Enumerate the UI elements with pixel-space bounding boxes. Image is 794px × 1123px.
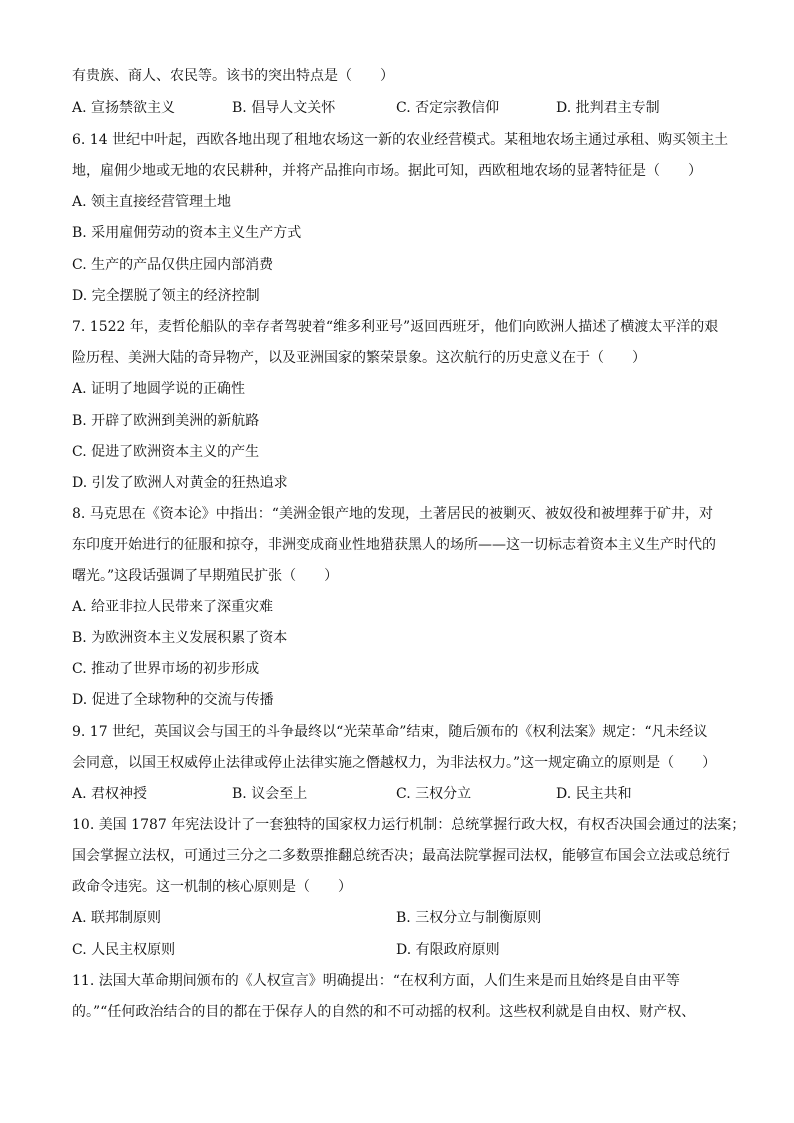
q8-option-a: A. 给亚非拉人民带来了深重灾难 xyxy=(72,599,274,615)
q9-stem-line1: 9. 17 世纪，英国议会与国王的斗争最终以“光荣革命”结束，随后颁布的《权利法案》规定：“凡未经议 xyxy=(72,724,708,740)
q7-stem-line2: 险历程、美洲大陆的奇异物产，以及亚洲国家的繁荣景象。这次航行的历史意义在于（ ） xyxy=(72,350,646,366)
q6-option-a: A. 领主直接经营管理土地 xyxy=(72,194,232,210)
q8-stem-line3: 曙光。”这段话强调了早期殖民扩张（ ） xyxy=(72,568,339,584)
q7-option-c: C. 促进了欧洲资本主义的产生 xyxy=(72,444,260,460)
q8-stem-line1: 8. 马克思在《资本论》中指出：“美洲金银产地的发现，土著居民的被剿灭、被奴役和被埋葬于矿井，对 xyxy=(72,506,713,522)
q6-option-c: C. 生产的产品仅供庄园内部消费 xyxy=(72,257,274,273)
q8-option-c: C. 推动了世界市场的初步形成 xyxy=(72,661,260,677)
q6-option-b: B. 采用雇佣劳动的资本主义生产方式 xyxy=(72,225,302,241)
q7-stem-line1: 7. 1522 年，麦哲伦船队的幸存者驾驶着“维多利亚号”返回西班牙，他们向欧洲人描述了横渡太平洋的艰 xyxy=(72,319,719,335)
q9-stem-line2: 会同意，以国王权威停止法律或停止法律实施之僭越权力，为非法权力。”这一规定确立的原则是（ ） xyxy=(72,755,717,771)
q7-option-a: A. 证明了地圆学说的正确性 xyxy=(72,381,246,397)
q10-stem-line1: 10. 美国 1787 年宪法设计了一套独特的国家权力运行机制：总统掌握行政大权，有权否决国会通过的法案； xyxy=(72,817,746,833)
q11-stem-line2: 的。”“任何政治结合的目的都在于保存人的自然的和不可动摇的权利。这些权利就是自由权、财产权、 xyxy=(72,1004,696,1020)
q6-stem-line2: 地，雇佣少地或无地的农民耕种，并将产品推向市场。据此可知，西欧租地农场的显著特征是（ ） xyxy=(72,163,702,179)
q10-option-d: D. 有限政府原则 xyxy=(396,942,500,958)
q9-option-b: B. 议会至上 xyxy=(232,786,308,802)
q6-option-d: D. 完全摆脱了领主的经济控制 xyxy=(72,288,260,304)
q9-option-c: C. 三权分立 xyxy=(396,786,472,802)
q10-option-a: A. 联邦制原则 xyxy=(72,910,162,926)
q8-option-d: D. 促进了全球物种的交流与传播 xyxy=(72,692,274,708)
q10-stem-line2: 国会掌握立法权，可通过三分之二多数票推翻总统否决；最高法院掌握司法权，能够宣布国会立法或总统行 xyxy=(72,848,730,864)
q10-stem-line3: 政命令违宪。这一机制的核心原则是（ ） xyxy=(72,879,352,895)
q10-option-b: B. 三权分立与制衡原则 xyxy=(396,910,542,926)
q9-option-d: D. 民主共和 xyxy=(556,786,632,802)
q10-option-c: C. 人民主权原则 xyxy=(72,942,176,958)
q6-stem-line1: 6. 14 世纪中叶起，西欧各地出现了租地农场这一新的农业经营模式。某租地农场主通过承租、购买领主土 xyxy=(72,132,729,148)
q5-option-c: C. 否定宗教信仰 xyxy=(396,100,500,116)
q7-option-d: D. 引发了欧洲人对黄金的狂热追求 xyxy=(72,475,288,491)
q11-stem-line1: 11. 法国大革命期间颁布的《人权宣言》明确提出：“在权利方面，人们生来是而且始终是自由平等 xyxy=(72,973,680,989)
q9-option-a: A. 君权神授 xyxy=(72,786,148,802)
q8-option-b: B. 为欧洲资本主义发展积累了资本 xyxy=(72,630,288,646)
q5-option-d: D. 批判君主专制 xyxy=(556,100,660,116)
q5-option-b: B. 倡导人文关怀 xyxy=(232,100,336,116)
q7-option-b: B. 开辟了欧洲到美洲的新航路 xyxy=(72,413,260,429)
q8-stem-line2: 东印度开始进行的征服和掠夺，非洲变成商业性地猎获黑人的场所——这一切标志着资本主义生产时代的 xyxy=(72,537,716,553)
q5-option-a: A. 宣扬禁欲主义 xyxy=(72,100,176,116)
q5-stem-end: 有贵族、商人、农民等。该书的突出特点是（ ） xyxy=(72,68,394,84)
